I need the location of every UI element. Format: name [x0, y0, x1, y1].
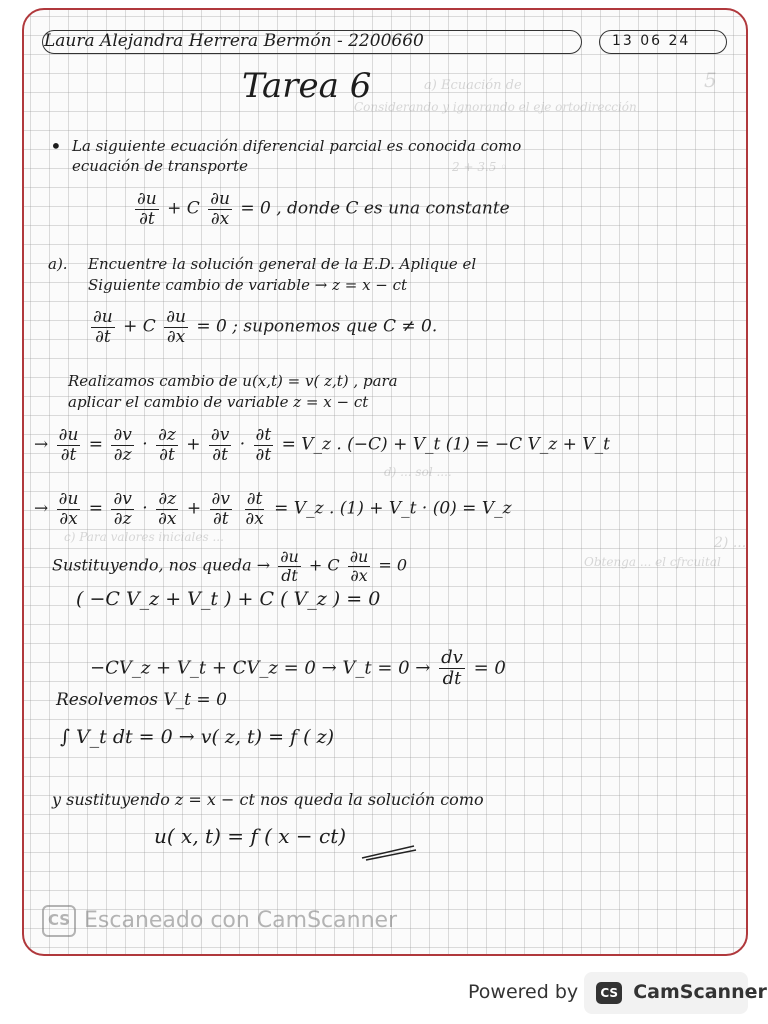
substitution-line: Sustituyendo, nos queda → $\frac{\partial u}{dt}$ + C $\frac{\partial u}{\partial x}$ = 0 [52, 547, 408, 585]
camscanner-watermark-icon: CS [42, 905, 76, 937]
intro-line-2: ecuación de transporte [72, 157, 248, 175]
bleed-text-4: 2 + 3.5 ◦ [452, 160, 508, 174]
part-a-equation: $\frac{\partial u}{\partial t}$ + C $\frac{\partial u}{\partial x}$ = 0 ; suponemos que C ≠ 0. [93, 307, 438, 347]
part-a-line-4: aplicar el cambio de variable z = x − ct [68, 393, 369, 411]
part-a-line-3: Realizamos cambio de u(x,t) = v( z,t) , para [68, 372, 398, 390]
part-a-line-2: Siguiente cambio de variable → z = x − ct [88, 276, 408, 294]
bleed-text-7: c) Para valores iniciales ... [64, 530, 224, 544]
integral-line: ∫ V_t dt = 0 → v( z, t) = f ( z) [60, 726, 334, 748]
cancel-line-text: −CV_z + V_t + CV_z = 0 → V_t = 0 → [90, 657, 431, 679]
powered-by-footer[interactable] [468, 981, 767, 1004]
resolvemos-line: Resolvemos V_t = 0 [56, 690, 227, 710]
substitution-label: Sustituyendo, nos queda → [52, 555, 271, 575]
bleed-text-5: d) ... sol .... [384, 465, 452, 479]
derivation-row-x-rhs: = V_z . (1) + V_t · (0) = V_z [274, 498, 512, 519]
bleed-text-8: Obtenga ... el cfrcuital [584, 555, 721, 569]
bleed-text-1: 5 [704, 68, 717, 92]
camscanner-logo-icon: CS [596, 982, 622, 1004]
pde-equation: $\frac{\partial u}{\partial t}$ + C $\frac{\partial u}{\partial x}$ = 0 , donde C es una constante [137, 189, 510, 229]
bleed-text-2: a) Ecuación de [424, 78, 522, 93]
notebook-page [22, 8, 748, 956]
bleed-text-6: 2) ... [714, 535, 747, 551]
bullet: • [50, 134, 62, 158]
cancel-line: −CV_z + V_t + CV_z = 0 → V_t = 0 → $\frac{dv}{dt}$ = 0 [90, 647, 506, 689]
camscanner-watermark [42, 905, 397, 937]
final-text: y sustituyendo z = x − ct nos queda la solución como [52, 790, 484, 809]
date-label: 13 06 24 [612, 33, 691, 49]
derivation-row-t-rhs: = V_z . (−C) + V_t (1) = −C V_z + V_t [281, 434, 610, 455]
derivation-row-t: → $\frac{\partial u}{\partial t}$ = $\frac{\partial v}{\partial z}$ · $\frac{\partial z}{\partial t}$ + $\frac{\partial v}{\partial t}$ · $\frac{\partial t}{\partial t}$ = V_z . (−C) + V_t (1) = −C V_z + V_t [34, 425, 610, 465]
page-title: Tarea 6 [242, 66, 372, 106]
final-solution: u( x, t) = f ( x − ct) [154, 824, 347, 848]
part-a-line-1: Encuentre la solución general de la E.D. Aplique el [88, 255, 477, 273]
substitution-eq: = 0 [378, 555, 408, 575]
powered-by-label: Powered by [468, 981, 579, 1003]
watermark-text: Escaneado con CamScanner [84, 908, 398, 933]
part-a-label: a). [48, 255, 68, 273]
camscanner-brand: CamScanner [633, 981, 767, 1003]
part-a-equation-rest: = 0 ; suponemos que C ≠ 0. [196, 316, 438, 337]
pde-equation-rest: = 0 , donde C es una constante [240, 198, 510, 219]
double-underline-mark [358, 842, 418, 862]
derivation-row-x: → $\frac{\partial u}{\partial x}$ = $\frac{\partial v}{\partial z}$ · $\frac{\partial z}{\partial x}$ + $\frac{\partial v}{\partial t}$ $\frac{\partial t}{\partial x}$ = V_z . (1) + V_t · (0) = V_z [34, 489, 512, 529]
bleed-text-3: Considerando y ignorando el eje ortodirección [354, 100, 637, 114]
intro-line-1: La siguiente ecuación diferencial parcial es conocida como [72, 137, 522, 155]
parenthesized-equation: ( −C V_z + V_t ) + C ( V_z ) = 0 [76, 588, 381, 610]
student-name-line: Laura Alejandra Herrera Bermón - 2200660 [44, 31, 424, 51]
